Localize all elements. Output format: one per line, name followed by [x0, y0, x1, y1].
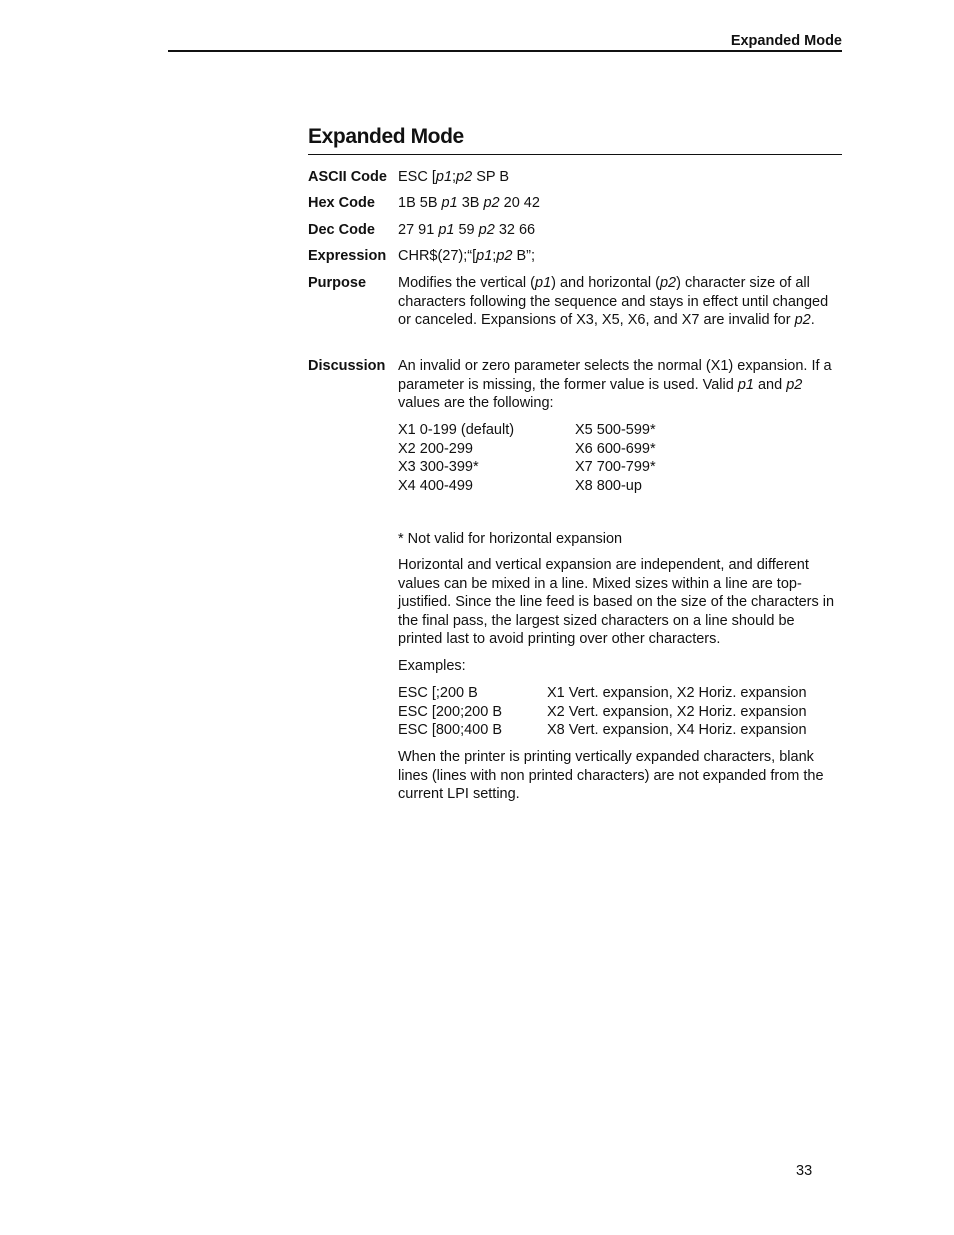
running-header [168, 33, 842, 52]
discussion-label: Discussion [308, 358, 386, 374]
param-p1: p1 [737, 376, 754, 393]
purpose-row [308, 274, 842, 350]
ascii-code-prefix: ESC [ [398, 169, 436, 185]
hex-code-prefix: 1B 5B [398, 195, 442, 211]
expansion-values-grid [398, 421, 842, 497]
param-p1: p1 [435, 169, 453, 185]
examples-code-column [398, 684, 502, 740]
dec-code-row [308, 221, 842, 240]
footnote: * Not valid for horizontal expansion [398, 531, 623, 547]
ascii-code-label: ASCII Code [308, 169, 387, 185]
dec-code-label: Dec Code [308, 222, 375, 238]
expansion-value: X8 800-up [575, 477, 642, 494]
example-code: ESC [200;200 B [398, 703, 502, 720]
purpose-text [398, 274, 842, 330]
param-p1: p1 [535, 275, 552, 291]
separator: ; [492, 248, 497, 264]
example-description: X1 Vert. expansion, X2 Horiz. expansion [547, 685, 807, 701]
page-number: 33 [796, 1163, 813, 1179]
expansion-values-right-column [575, 421, 656, 495]
expression-row [308, 247, 842, 266]
dec-code-suffix: 32 66 [494, 222, 536, 238]
expansion-value: X6 600-699* [575, 440, 656, 457]
example-description: X2 Vert. expansion, X2 Horiz. expansion [547, 703, 807, 720]
example-code: ESC [800;400 B [398, 722, 502, 738]
param-p2: p2 [659, 275, 677, 291]
examples-label: Examples: [398, 658, 466, 674]
dec-code-value [398, 221, 842, 240]
examples-table [398, 684, 842, 741]
hex-code-value [398, 194, 842, 213]
expansion-value: X4 400-499 [398, 477, 473, 494]
example-code: ESC [;200 B [398, 685, 478, 701]
hex-code-row [308, 194, 842, 213]
running-header-title: Expanded Mode [730, 33, 842, 49]
discussion-text-part: and [753, 376, 787, 393]
separator: ; [452, 169, 457, 185]
expansion-values-left-column [398, 421, 514, 495]
section-title: Expanded Mode [308, 124, 842, 155]
dec-code-prefix: 27 91 [398, 222, 439, 238]
discussion-text-part: values are the following: [398, 395, 554, 411]
param-p2: p2 [478, 222, 495, 238]
expression-prefix: CHR$(27);“[ [398, 248, 477, 264]
param-p2: p2 [483, 195, 500, 211]
ascii-code-suffix: SP B [472, 169, 509, 185]
discussion-row [308, 357, 842, 415]
purpose-text-part: ) character size of all characters following the sequence and stays in effect until changed or canceled. Expansions of X3, X5, X6, and X7 are invalid for [398, 275, 829, 328]
expansion-value: X1 0-199 (default) [398, 422, 515, 438]
discussion-text [398, 357, 842, 413]
expression-suffix: B”; [512, 248, 536, 264]
example-description: X8 Vert. expansion, X4 Horiz. expansion [547, 722, 807, 738]
hex-code-middle: 3B [457, 195, 484, 211]
param-p2: p2 [456, 169, 473, 185]
examples-description-column [547, 684, 807, 740]
expansion-value: X3 300-399* [398, 459, 479, 475]
purpose-text-part: . [810, 312, 815, 328]
param-p2: p2 [786, 376, 803, 393]
dec-code-middle: 59 [454, 222, 479, 238]
param-p2: p2 [794, 312, 811, 328]
purpose-text-part: ) and horizontal ( [551, 275, 660, 291]
independence-paragraph: Horizontal and vertical expansion are independent, and different values can be mixed in a line. Mixed sizes within a line are top-justified. Since the line feed is based on the size of the characters in the final pass, the largest sized characters on a line should be printed last to avoid printing over other characters. [398, 557, 835, 647]
expansion-value: X5 500-599* [575, 422, 656, 438]
hex-code-suffix: 20 42 [499, 195, 540, 211]
ascii-code-value [398, 168, 842, 187]
expansion-value: X2 200-299 [398, 440, 473, 457]
purpose-label: Purpose [308, 275, 367, 291]
expression-value [398, 247, 842, 266]
purpose-text-part: Modifies the vertical ( [398, 275, 535, 291]
param-p1: p1 [476, 248, 493, 264]
hex-code-label: Hex Code [308, 195, 375, 211]
param-p2: p2 [496, 248, 513, 264]
param-p1: p1 [438, 222, 455, 238]
blank-lines-paragraph: When the printer is printing vertically expanded characters, blank lines (lines with non printed characters) are not expanded from the current LPI setting. [398, 749, 824, 802]
discussion-text-part: An invalid or zero parameter selects the normal (X1) expansion. If a parameter is missing, the former value is used. Valid [398, 358, 832, 393]
expression-label: Expression [308, 248, 387, 264]
param-p1: p1 [441, 195, 458, 211]
expansion-value: X7 700-799* [575, 459, 656, 475]
ascii-code-row [308, 168, 842, 187]
